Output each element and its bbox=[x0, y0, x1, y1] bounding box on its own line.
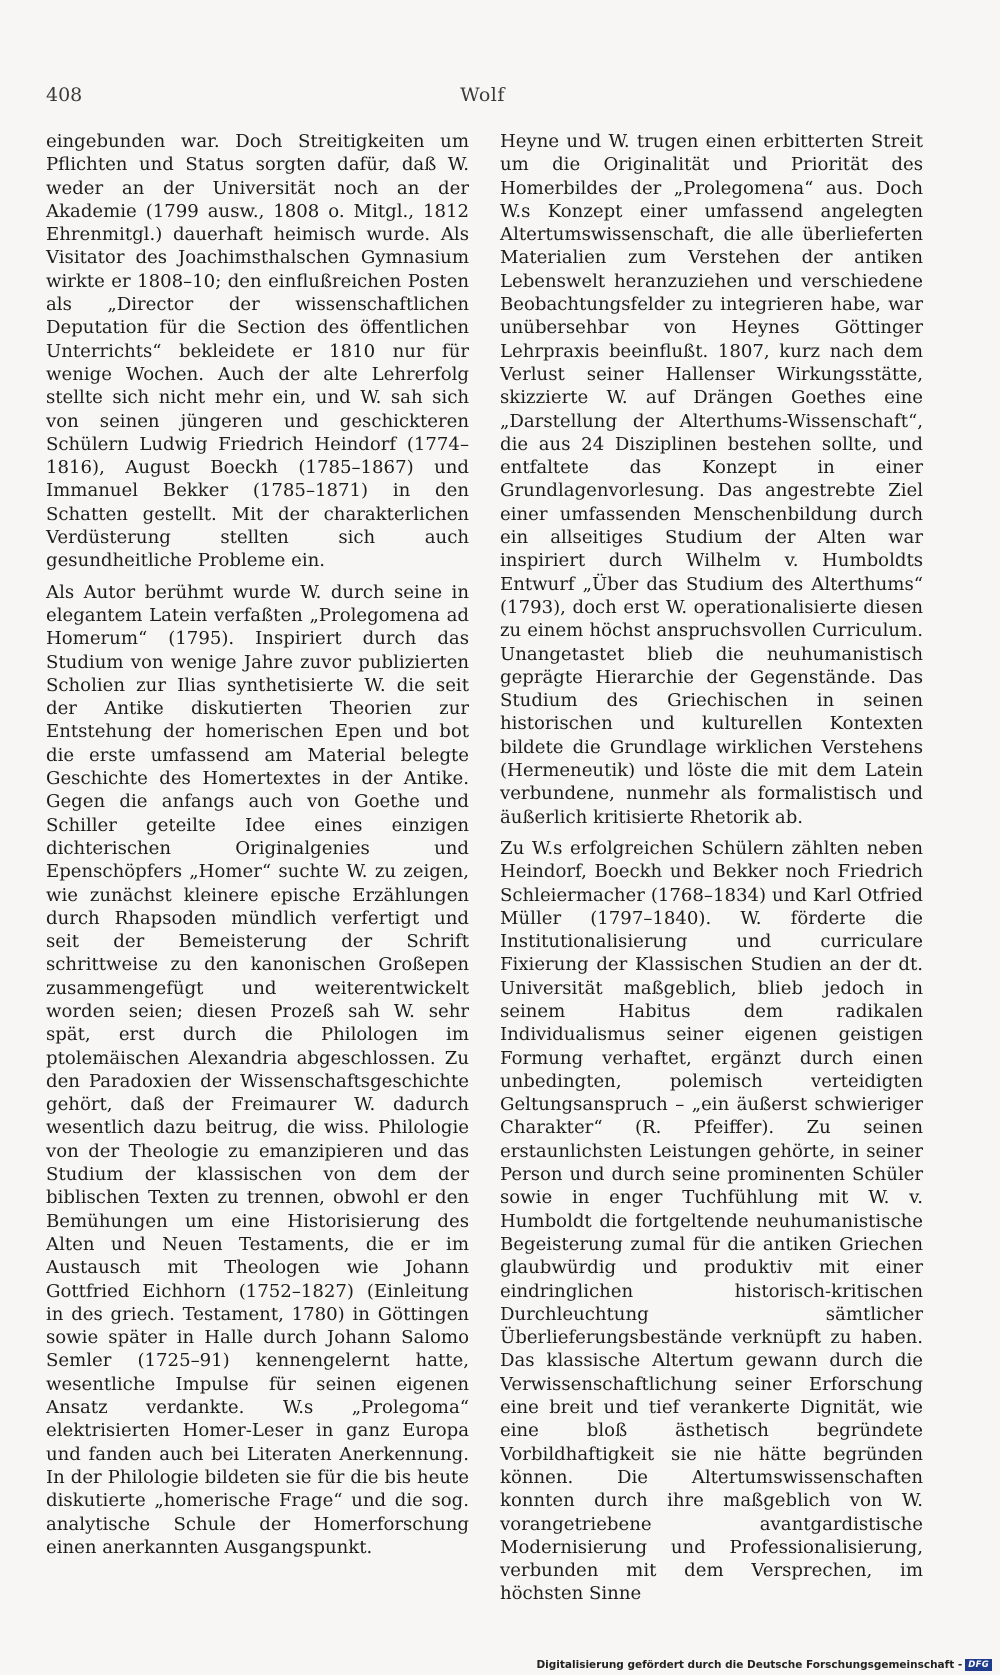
footer-text: Digitalisierung gefördert durch die Deutsche Forschungsgemeinschaft - bbox=[536, 1659, 963, 1671]
left-column bbox=[46, 130, 469, 1567]
running-title: Wolf bbox=[460, 84, 505, 106]
dfg-logo: DFG bbox=[965, 1659, 992, 1671]
paragraph: Zu W.s erfolgreichen Schülern zählten neben Heindorf, Boeckh und Bekker noch Friedrich Schleiermacher (1768–1834) und Karl Otfried Müller (1797–1840). W. förderte die Institutionalisierung und curriculare Fixierung der Klassischen Studien an der dt. Universität maßgeblich, blieb jedoch in seinem Habitus dem radikalen Individualismus seiner eigenen geistigen Formung verhaftet, ergänzt durch einen unbedingten, polemisch verteidigten Geltungsanspruch – „ein äußerst schwieriger Charakter“ (R. Pfeiffer). Zu seinen erstaunlichsten Leistungen gehörte, in seiner Person und durch seine prominenten Schüler sowie in enger Tuchfühlung mit W. v. Humboldt die fortgeltende neuhumanistische Begeisterung zumal für die antiken Griechen glaubwürdig und produktiv mit einer eindringlichen historisch-kritischen Durchleuchtung sämtlicher Überlieferungsbestände verknüpft zu haben. Das klassische Altertum gewann durch die Verwissenschaftlichung seiner Erforschung eine breit und tief verankerte Dignität, wie eine bloß ästhetisch begründete Vorbildhaftigkeit sie nie hätte begründen können. Die Altertumswissenschaften konnten durch ihre maßgeblich von W. vorangetriebene avantgardistische Modernisierung und Professionalisierung, verbunden mit dem Versprechen, im höchsten Sinne bbox=[500, 837, 923, 1605]
page-number: 408 bbox=[46, 84, 83, 106]
page-header bbox=[46, 84, 919, 110]
paragraph: Als Autor berühmt wurde W. durch seine in elegantem Latein verfaßten „Prolegomena ad Homerum“ (1795). Inspiriert durch das Studium von wenige Jahre zuvor publizierten Scholien zur Ilias synthetisierte W. die seit der Antike diskutierten Theorien zur Entstehung der homerischen Epen und bot die erste umfassend am Material belegte Geschichte des Homertextes in der Antike. Gegen die anfangs auch von Goethe und Schiller geteilte Idee eines einzigen dichterischen Originalgenies und Epenschöpfers „Homer“ suchte W. zu zeigen, wie zunächst kleinere epische Erzählungen durch Rhapsoden mündlich verfertigt und seit der Bemeisterung der Schrift schrittweise zu den kanonischen Großepen zusammengefügt und weiterentwickelt worden seien; diesen Prozeß sah W. sehr spät, erst durch die Philologen im ptolemäischen Alexandria abgeschlossen. Zu den Paradoxien der Wissenschaftsgeschichte gehört, daß der Freimaurer W. dadurch wesentlich dazu beitrug, die wiss. Philologie von der Theologie zu emanzipieren und das Studium der klassischen von dem der biblischen Texten zu trennen, obwohl er den Bemühungen um eine Historisierung des Alten und Neuen Testaments, die er im Austausch mit Theologen wie Johann Gottfried Eichhorn (1752–1827) (Einleitung in des griech. Testament, 1780) in Göttingen sowie später in Halle durch Johann Salomo Semler (1725–91) kennengelernt hatte, wesentliche Impulse für seinen eigenen Ansatz verdankte. W.s „Prolegoma“ elektrisierten Homer-Leser in ganz Europa und fanden auch bei Literaten Anerkennung. In der Philologie bildeten sie für die bis heute diskutierte „homerische Frage“ und die sog. analytische Schule der Homerforschung einen anerkannten Ausgangspunkt. bbox=[46, 581, 469, 1558]
right-column bbox=[500, 130, 923, 1614]
paragraph: eingebunden war. Doch Streitigkeiten um Pflichten und Status sorgten dafür, daß W. weder an der Universität noch an der Akademie (1799 ausw., 1808 o. Mitgl., 1812 Ehrenmitgl.) dauerhaft heimisch wurde. Als Visitator des Joachimsthalschen Gymnasium wirkte er 1808–10; den einflußreichen Posten als „Director der wissenschaftlichen Deputation für die Section des öffentlichen Unterrichts“ bekleidete er 1810 nur für wenige Wochen. Auch der alte Lehrerfolg stellte sich nicht mehr ein, und W. sah sich von seinen jüngeren und geschickteren Schülern Ludwig Friedrich Heindorf (1774–1816), August Boeckh (1785–1867) und Immanuel Bekker (1785–1871) in den Schatten gestellt. Mit der charakterlichen Verdüsterung stellten sich auch gesundheitliche Probleme ein. bbox=[46, 131, 469, 572]
digitization-footer bbox=[536, 1659, 992, 1671]
paragraph: Heyne und W. trugen einen erbitterten Streit um die Originalität und Priorität des Homerbildes der „Prolegomena“ aus. Doch W.s Konzept einer umfassend angelegten Altertumswissenschaft, die alle überlieferten Materialien zum Verstehen der antiken Lebenswelt heranzuziehen und verschiedene Beobachtungsfelder zu integrieren habe, war unübersehbar von Heynes Göttinger Lehrpraxis beeinflußt. 1807, kurz nach dem Verlust seiner Hallenser Wirkungsstätte, skizzierte W. auf Drängen Goethes eine „Darstellung der Alterthums-Wissenschaft“, die aus 24 Disziplinen bestehen sollte, und entfaltete das Konzept in einer Grundlagenvorlesung. Das angestrebte Ziel einer umfassenden Menschenbildung durch ein allseitiges Studium der Alten war inspiriert durch Wilhelm v. Humboldts Entwurf „Über das Studium des Alterthums“ (1793), doch erst W. operationalisierte diesen zu einem höchst anspruchsvollen Curriculum. Unangetastet blieb die neuhumanistisch geprägte Hierarchie der Gegenstände. Das Studium des Griechischen in seinen historischen und kulturellen Kontexten bildete die Grundlage wirklichen Verstehens (Hermeneutik) und löste die mit dem Latein verbundene, nunmehr als formalistisch und äußerlich kritisierte Rhetorik ab. bbox=[500, 131, 923, 828]
